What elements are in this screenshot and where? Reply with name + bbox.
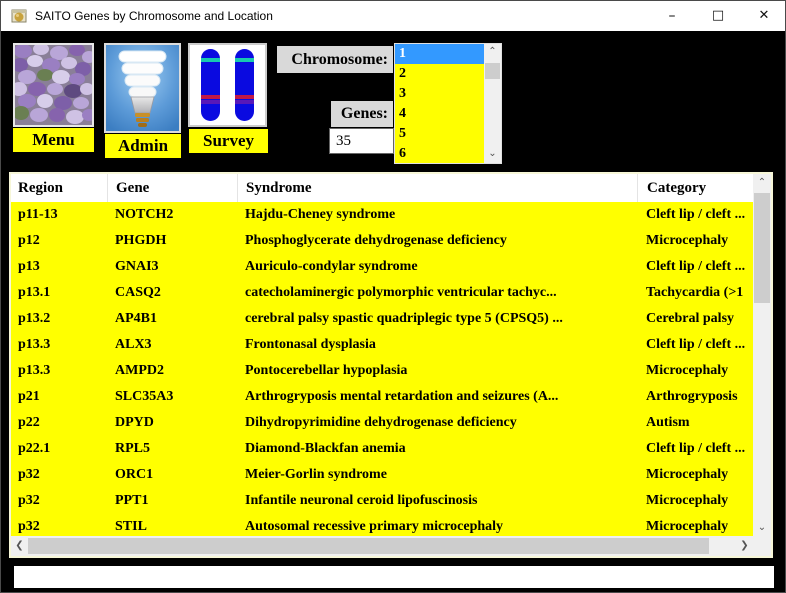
- cell-syndrome: Frontonasal dysplasia: [245, 337, 376, 352]
- scroll-down-icon[interactable]: ⌄: [757, 522, 767, 533]
- cell-category: Arthrogryposis: [646, 389, 738, 404]
- cell-region: p13.2: [18, 311, 51, 326]
- table-row[interactable]: [11, 228, 753, 254]
- cell-category: Cleft lip / cleft ...: [646, 337, 746, 352]
- menu-button[interactable]: [13, 43, 94, 127]
- admin-button[interactable]: [104, 43, 181, 133]
- menu-button-label[interactable]: Menu: [13, 128, 94, 152]
- scrollbar-thumb[interactable]: [28, 538, 709, 554]
- table-row[interactable]: [11, 462, 753, 488]
- cell-gene: DPYD: [115, 415, 154, 430]
- cell-category: Microcephaly: [646, 233, 729, 248]
- chromosome-option[interactable]: 3: [399, 86, 406, 101]
- column-header-gene[interactable]: Gene: [107, 174, 237, 202]
- cell-syndrome: Autosomal recessive primary microcephaly: [245, 519, 504, 534]
- chromosome-option[interactable]: 2: [399, 66, 406, 81]
- cell-gene: ORC1: [115, 467, 154, 482]
- cell-gene: STIL: [115, 519, 147, 534]
- cell-region: p32: [18, 519, 40, 534]
- minimize-button[interactable]: –: [649, 1, 695, 31]
- column-header-category[interactable]: Category: [637, 174, 753, 202]
- cell-gene: PPT1: [115, 493, 149, 508]
- admin-button-label[interactable]: Admin: [105, 134, 181, 158]
- lightbulb-icon: [106, 45, 179, 131]
- cell-gene: RPL5: [115, 441, 150, 456]
- chromosome-option[interactable]: 5: [399, 126, 406, 141]
- table-row[interactable]: [11, 280, 753, 306]
- cell-region: p21: [18, 389, 40, 404]
- cell-category: Autism: [646, 415, 690, 430]
- table-row[interactable]: [11, 436, 753, 462]
- genes-table: [9, 172, 773, 558]
- table-row[interactable]: [11, 384, 753, 410]
- title-bar: [1, 1, 786, 31]
- cell-syndrome: Meier-Gorlin syndrome: [245, 467, 387, 482]
- cell-syndrome: Auriculo-condylar syndrome: [245, 259, 418, 274]
- cell-region: p13.3: [18, 337, 51, 352]
- cell-category: Cleft lip / cleft ...: [646, 259, 746, 274]
- app-icon: [11, 8, 27, 24]
- table-header: [11, 174, 753, 202]
- cell-region: p12: [18, 233, 40, 248]
- cell-syndrome: Infantile neuronal ceroid lipofuscinosis: [245, 493, 478, 508]
- window-title: SAITO Genes by Chromosome and Location: [35, 9, 273, 23]
- cell-category: Microcephaly: [646, 519, 729, 534]
- cell-gene: ALX3: [115, 337, 152, 352]
- table-row[interactable]: [11, 488, 753, 514]
- scrollbar-thumb[interactable]: [485, 63, 500, 79]
- cell-category: Microcephaly: [646, 363, 729, 378]
- close-button[interactable]: ✕: [741, 1, 786, 31]
- cell-syndrome: catecholaminergic polymorphic ventricular tachyc...: [245, 285, 557, 300]
- chromosome-options: [395, 44, 484, 163]
- cell-gene: PHGDH: [115, 233, 167, 248]
- cell-region: p11-13: [18, 207, 58, 222]
- cell-region: p32: [18, 493, 40, 508]
- scroll-left-icon[interactable]: ❮: [15, 540, 24, 551]
- status-bar: [14, 566, 774, 588]
- cell-gene: AMPD2: [115, 363, 164, 378]
- cell-region: p13.3: [18, 363, 51, 378]
- test-tubes-icon: [190, 45, 265, 125]
- cell-gene: SLC35A3: [115, 389, 174, 404]
- table-horizontal-scrollbar[interactable]: [11, 536, 753, 556]
- cell-category: Microcephaly: [646, 467, 729, 482]
- cell-region: p32: [18, 467, 40, 482]
- chromosome-scrollbar[interactable]: [484, 44, 501, 163]
- chromosome-option[interactable]: 1: [395, 44, 484, 64]
- scrollbar-corner: [753, 536, 771, 556]
- table-vertical-scrollbar[interactable]: [753, 174, 771, 536]
- scrollbar-thumb[interactable]: [754, 193, 770, 303]
- cell-category: Cleft lip / cleft ...: [646, 207, 746, 222]
- chromosome-label: Chromosome:: [277, 46, 393, 73]
- scroll-up-icon[interactable]: ⌃: [488, 46, 497, 57]
- cell-region: p22.1: [18, 441, 51, 456]
- cell-syndrome: Dihydropyrimidine dehydrogenase deficiency: [245, 415, 517, 430]
- cell-gene: NOTCH2: [115, 207, 174, 222]
- table-row[interactable]: [11, 410, 753, 436]
- cell-category: Microcephaly: [646, 493, 729, 508]
- genes-count-field[interactable]: 35: [329, 128, 394, 154]
- scroll-up-icon[interactable]: ⌃: [757, 177, 767, 188]
- cell-region: p13.1: [18, 285, 51, 300]
- cell-syndrome: Pontocerebellar hypoplasia: [245, 363, 408, 378]
- chromosome-listbox[interactable]: [394, 43, 502, 164]
- cell-syndrome: Phosphoglycerate dehydrogenase deficiency: [245, 233, 507, 248]
- cell-gene: GNAI3: [115, 259, 159, 274]
- survey-button[interactable]: [188, 43, 267, 127]
- table-row[interactable]: [11, 332, 753, 358]
- cell-gene: AP4B1: [115, 311, 157, 326]
- wisteria-flowers-icon: [15, 45, 92, 125]
- chromosome-option[interactable]: 4: [399, 106, 406, 121]
- scroll-right-icon[interactable]: ❯: [740, 540, 749, 551]
- cell-gene: CASQ2: [115, 285, 161, 300]
- table-row[interactable]: [11, 358, 753, 384]
- cell-syndrome: Hajdu-Cheney syndrome: [245, 207, 396, 222]
- chromosome-option[interactable]: 6: [399, 146, 406, 161]
- cell-syndrome: cerebral palsy spastic quadriplegic type 5 (CPSQ5) ...: [245, 311, 563, 326]
- cell-category: Cleft lip / cleft ...: [646, 441, 746, 456]
- table-row[interactable]: [11, 254, 753, 280]
- table-row[interactable]: [11, 202, 753, 228]
- column-header-syndrome[interactable]: Syndrome: [237, 174, 637, 202]
- cell-syndrome: Diamond-Blackfan anemia: [245, 441, 406, 456]
- survey-button-label[interactable]: Survey: [189, 129, 268, 153]
- genes-label: Genes:: [331, 101, 393, 127]
- table-row[interactable]: [11, 514, 753, 536]
- cell-category: Tachycardia (>1: [646, 285, 744, 300]
- table-body: [11, 202, 753, 536]
- cell-syndrome: Arthrogryposis mental retardation and seizures (A...: [245, 389, 559, 404]
- cell-region: p13: [18, 259, 40, 274]
- cell-region: p22: [18, 415, 40, 430]
- column-header-region[interactable]: Region: [18, 180, 63, 196]
- table-row[interactable]: [11, 306, 753, 332]
- scroll-down-icon[interactable]: ⌄: [488, 148, 497, 159]
- maximize-button[interactable]: □: [695, 1, 741, 31]
- cell-category: Cerebral palsy: [646, 311, 735, 326]
